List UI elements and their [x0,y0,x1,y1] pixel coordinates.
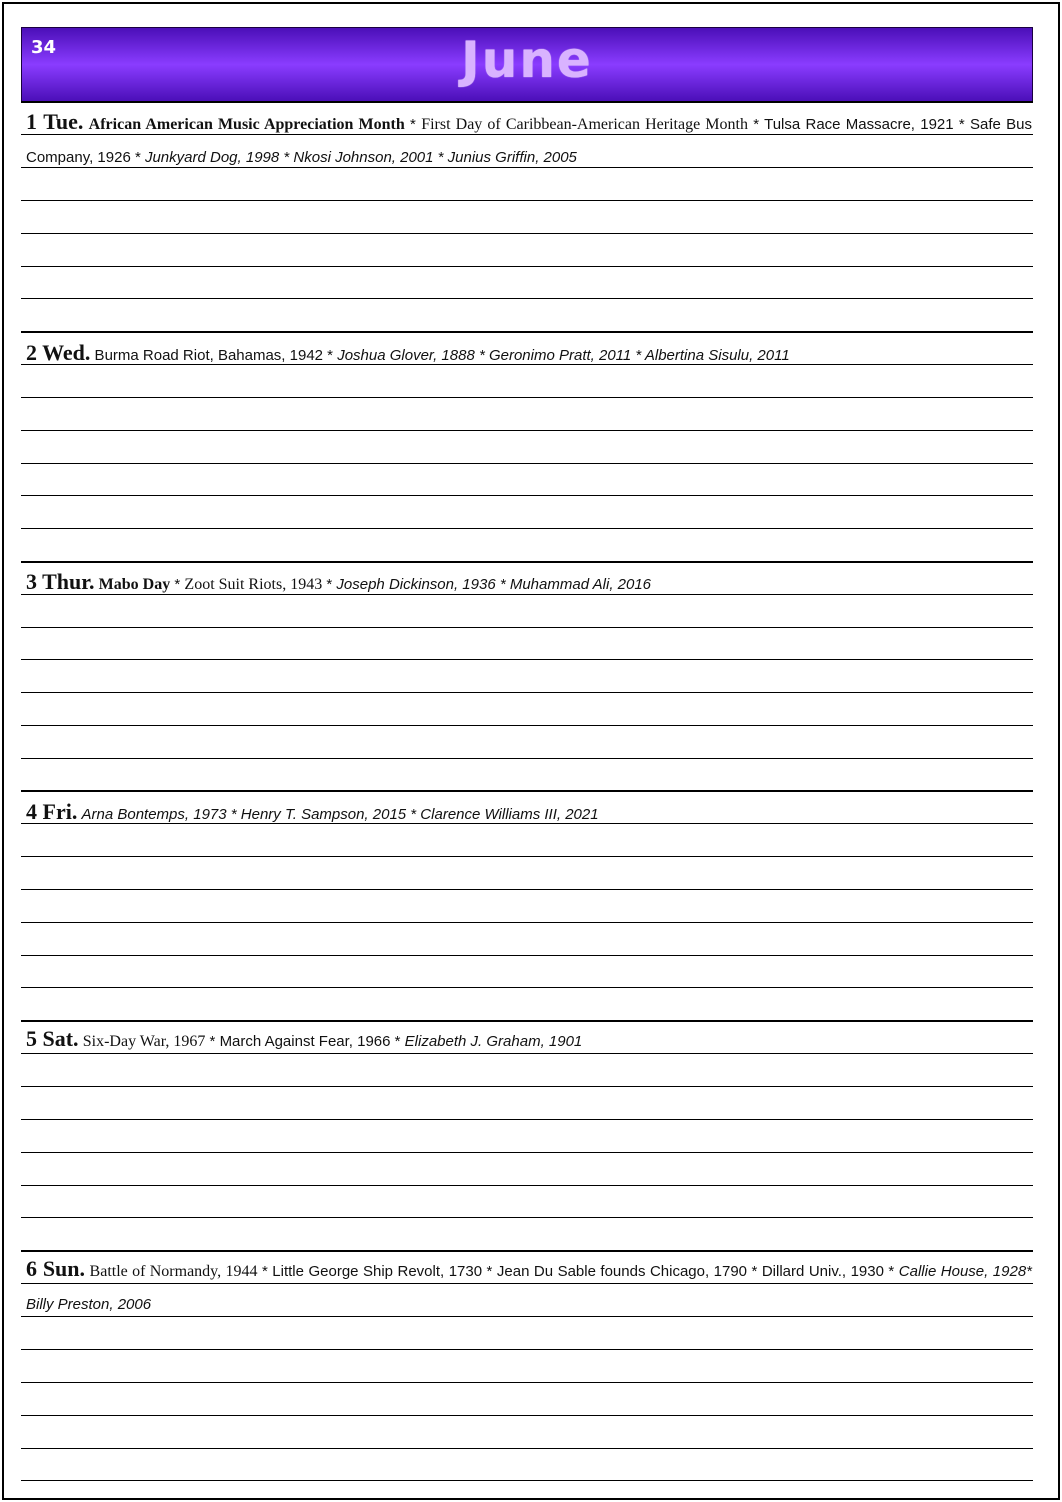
writing-line [21,758,1033,759]
writing-line [21,1480,1033,1481]
day-entry-3 [26,565,1032,601]
event-text: * [404,116,422,133]
writing-line [21,463,1033,464]
writing-line [21,430,1033,431]
event-text: Junkyard Dog, 1998 * Nkosi Johnson, 2001 * Junius Griffin, 2005 [144,149,577,166]
day-entry-6 [26,1252,1032,1321]
event-text: Burma Road Riot, Bahamas, 1942 * [90,347,338,364]
writing-line [21,856,1033,857]
writing-line [21,922,1033,923]
banner-divider [21,101,1033,103]
event-text: First Day of Caribbean-American Heritage Month [421,116,748,133]
event-text: Six-Day War, 1967 [82,1033,206,1050]
month-banner [21,27,1033,102]
event-text: Callie House, 1928* Billy Preston, 2006 [26,1263,1033,1313]
writing-line [21,1185,1033,1186]
event-text: * March Against Fear, 1966 * [205,1033,405,1050]
event-text: * Little George Ship Revolt, 1730 * Jean Du Sable founds Chicago, 1790 * Dillard Univ., 1930 * [257,1263,899,1280]
event-text: Arna Bontemps, 1973 * Henry T. Sampson, 2015 * Clarence Williams III, 2021 [81,806,599,823]
day-entry-1 [26,105,1032,174]
day-separator [21,561,1033,563]
writing-line [21,200,1033,201]
writing-line [21,1349,1033,1350]
event-text: Battle of Normandy, 1944 [89,1263,258,1280]
event-text: * [170,576,185,593]
writing-line [21,1119,1033,1120]
day-entry-2 [26,336,1032,372]
day-events [79,1033,583,1050]
day-events [77,806,598,823]
writing-line [21,233,1033,234]
writing-line [21,659,1033,660]
event-text: African American Music Appreciation Month [88,116,405,133]
writing-line [21,987,1033,988]
writing-line [21,627,1033,628]
writing-line [21,1152,1033,1153]
event-text: Joseph Dickinson, 1936 * Muhammad Ali, 2016 [336,576,652,593]
writing-line [21,1382,1033,1383]
writing-line [21,495,1033,496]
event-text: * Tulsa Race Massacre, 1921 * Safe Bus Company, 1926 * [26,116,1032,166]
day-events [26,116,1032,166]
writing-line [21,397,1033,398]
writing-line [21,528,1033,529]
day-date: 5 Sat. [26,1026,79,1051]
event-text: * [322,576,337,593]
day-separator [21,331,1033,333]
writing-line [21,725,1033,726]
writing-line [21,1217,1033,1218]
month-title: June [461,31,593,89]
writing-line [21,955,1033,956]
day-events [90,347,789,364]
writing-line [21,1086,1033,1087]
writing-line [21,266,1033,267]
page-number: 34 [31,37,57,58]
day-date: 1 Tue. [26,109,84,134]
day-events [95,576,652,593]
day-entry-4 [26,795,1032,831]
day-date: 6 Sun. [26,1256,86,1281]
writing-line [21,1415,1033,1416]
day-events [26,1263,1032,1313]
writing-line [21,298,1033,299]
event-text: Elizabeth J. Graham, 1901 [404,1033,583,1050]
day-date: 3 Thur. [26,569,95,594]
writing-line [21,889,1033,890]
writing-line [21,692,1033,693]
day-date: 4 Fri. [26,799,78,824]
day-separator [21,790,1033,792]
writing-line [21,1448,1033,1449]
event-text: Joshua Glover, 1888 * Geronimo Pratt, 2011 * Albertina Sisulu, 2011 [337,347,790,364]
day-date: 2 Wed. [26,340,91,365]
event-text: Zoot Suit Riots, 1943 [184,576,323,593]
day-entry-5 [26,1022,1032,1058]
event-text: Mabo Day [98,576,171,593]
